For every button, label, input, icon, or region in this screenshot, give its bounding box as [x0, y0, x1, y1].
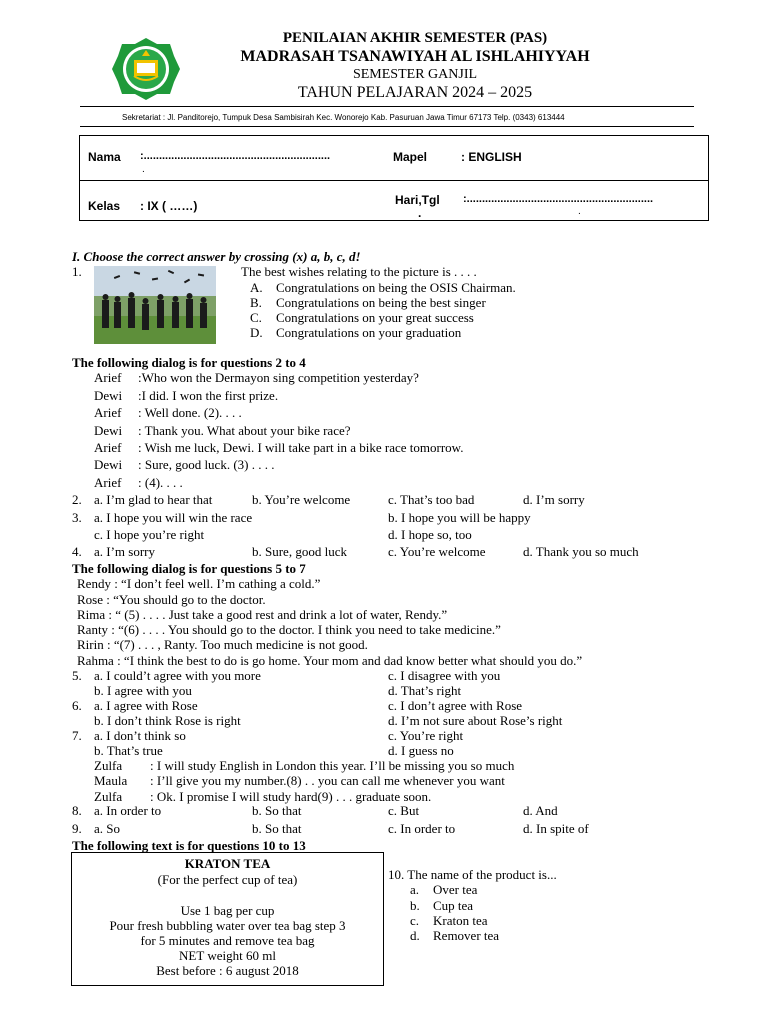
q3-number: 3. [72, 510, 82, 525]
q10-option-letter[interactable]: c. [410, 913, 420, 928]
q2-option-b[interactable]: b. You’re welcome [252, 492, 351, 507]
graduation-photo [94, 266, 216, 344]
q1-option-letter[interactable]: A. [250, 280, 263, 295]
q1-option-text: Congratulations on being the OSIS Chairman. [276, 280, 516, 295]
kraton-subtitle: (For the perfect cup of tea) [157, 872, 298, 887]
q10-option-text: Over tea [433, 882, 478, 897]
dialog2-line: Rima : “ (5) . . . . Just take a good rest and drink a lot of water, Rendy.” [77, 607, 448, 622]
q6-option-a[interactable]: a. I agree with Rose [94, 698, 198, 713]
dialog3-speaker: Maula [94, 773, 128, 788]
semester-label: SEMESTER GANJIL [352, 67, 478, 82]
q9-option-a[interactable]: a. So [94, 821, 120, 836]
q10-option-text: Remover tea [433, 928, 500, 943]
dialog3-line: : I will study English in London this year. I’ll be missing you so much [150, 758, 515, 773]
q4-option-b[interactable]: b. Sure, good luck [252, 544, 347, 559]
dialog1-line: : Wish me luck, Dewi. I will take part in a bike race tomorrow. [138, 440, 464, 455]
dialog1-title: The following dialog is for questions 2 to 4 [72, 355, 306, 370]
header-divider-top [80, 106, 694, 107]
q5-number: 5. [72, 668, 82, 683]
q1-option-letter[interactable]: B. [250, 295, 262, 310]
q3-option-a[interactable]: a. I hope you will win the race [94, 510, 253, 525]
q9-option-b[interactable]: b. So that [252, 821, 302, 836]
nama-field[interactable]: :............................................................. [140, 150, 331, 162]
kraton-line: Best before : 6 august 2018 [156, 963, 299, 978]
dialog1-line: :Who won the Dermayon sing competition yesterday? [138, 370, 419, 385]
nama-label: Nama [88, 150, 121, 164]
dialog2-line: Rahma : “I think the best to do is go home. Your mom and dad know better what should you do.” [77, 653, 583, 668]
q1-option-letter[interactable]: D. [250, 325, 263, 340]
text3-title: The following text is for questions 10 to 13 [72, 838, 306, 853]
q4-option-c[interactable]: c. You’re welcome [388, 544, 486, 559]
dialog2-line: Ranty : “(6) . . . . You should go to the doctor. I think you need to take medicine.” [77, 622, 501, 637]
dialog1-speaker: Arief [94, 370, 122, 385]
dialog1-speaker: Arief [94, 440, 122, 455]
q6-option-c[interactable]: c. I don’t agree with Rose [388, 698, 523, 713]
q1-number: 1. [72, 264, 82, 279]
q2-option-a[interactable]: a. I’m glad to hear that [94, 492, 213, 507]
q9-option-c[interactable]: c. In order to [388, 821, 456, 836]
hari-label: Hari,Tgl [395, 193, 440, 207]
kraton-title: KRATON TEA [184, 856, 271, 871]
q5-option-c[interactable]: c. I disagree with you [388, 668, 501, 683]
q7-option-a[interactable]: a. I don’t think so [94, 728, 186, 743]
q5-option-b[interactable]: b. I agree with you [94, 683, 192, 698]
q7-option-b[interactable]: b. That’s true [94, 743, 163, 758]
dialog1-line: : (4). . . . [138, 475, 183, 490]
dialog3-speaker: Zulfa [94, 789, 123, 804]
kraton-line: for 5 minutes and remove tea bag [140, 933, 315, 948]
dialog1-speaker: Dewi [94, 457, 123, 472]
q7-option-d[interactable]: d. I guess no [388, 743, 454, 758]
q8-option-c[interactable]: c. But [388, 803, 420, 818]
q8-number: 8. [72, 803, 82, 818]
school-logo [110, 36, 182, 102]
q7-option-c[interactable]: c. You’re right [388, 728, 464, 743]
dialog2-line: Ririn : “(7) . . . , Ranty. Too much medicine is not good. [77, 637, 368, 652]
dialog2-title: The following dialog is for questions 5 to 7 [72, 561, 306, 576]
q5-option-a[interactable]: a. I could’t agree with you more [94, 668, 261, 683]
dialog1-speaker: Arief [94, 475, 122, 490]
dialog2-line: Rose : “You should go to the doctor. [77, 592, 266, 607]
dialog3-line: : I’ll give you my number.(8) . . you can call me whenever you want [150, 773, 505, 788]
dialog1-speaker: Arief [94, 405, 122, 420]
dialog1-line: : Sure, good luck. (3) . . . . [138, 457, 275, 472]
dialog1-line: : Well done. (2). . . . [138, 405, 242, 420]
kraton-tea-label [71, 852, 384, 986]
kraton-line: NET weight 60 ml [179, 948, 276, 963]
mapel-value: : ENGLISH [461, 150, 522, 164]
hari-dot: . [418, 206, 422, 220]
q6-option-b[interactable]: b. I don’t think Rose is right [94, 713, 241, 728]
kraton-line: Pour fresh bubbling water over tea bag step 3 [109, 918, 346, 933]
q8-option-b[interactable]: b. So that [252, 803, 302, 818]
q10-option-text: Kraton tea [433, 913, 488, 928]
school-address: Sekretariat : Jl. Panditorejo, Tumpuk Desa Sambisirah Kec. Wonorejo Kab. Pasuruan Jawa Timur 67173 Telp. (0343) 613444 [122, 113, 565, 122]
dialog1-line: :I did. I won the first prize. [138, 388, 279, 403]
q2-option-d[interactable]: d. I’m sorry [523, 492, 585, 507]
kraton-line: Use 1 bag per cup [180, 903, 275, 918]
header-divider-bottom [80, 126, 694, 127]
q5-option-d[interactable]: d. That’s right [388, 683, 462, 698]
q4-number: 4. [72, 544, 82, 559]
kelas-label: Kelas [88, 199, 121, 213]
q3-option-c[interactable]: c. I hope you’re right [94, 527, 205, 542]
kelas-field[interactable]: : IX ( ……) [140, 199, 198, 213]
q4-option-d[interactable]: d. Thank you so much [523, 544, 639, 559]
exam-title: PENILAIAN AKHIR SEMESTER (PAS) [282, 30, 548, 46]
q2-number: 2. [72, 492, 82, 507]
q8-option-d[interactable]: d. And [523, 803, 558, 818]
nama-dot: . [142, 164, 145, 175]
q10-option-letter[interactable]: d. [410, 928, 420, 943]
q1-stem: The best wishes relating to the picture is . . . . [241, 264, 477, 279]
dialog1-speaker: Dewi [94, 388, 123, 403]
q9-option-d[interactable]: d. In spite of [523, 821, 589, 836]
q10-option-letter[interactable]: b. [410, 898, 420, 913]
q3-option-d[interactable]: d. I hope so, too [388, 527, 472, 542]
q6-option-d[interactable]: d. I’m not sure about Rose’s right [388, 713, 563, 728]
q2-option-c[interactable]: c. That’s too bad [388, 492, 475, 507]
academic-year: TAHUN PELAJARAN 2024 – 2025 [297, 84, 533, 101]
q9-number: 9. [72, 821, 82, 836]
dialog3-speaker: Zulfa [94, 758, 123, 773]
mapel-label: Mapel [393, 150, 428, 164]
q7-number: 7. [72, 728, 82, 743]
q8-option-a[interactable]: a. In order to [94, 803, 162, 818]
q1-option-text: Congratulations on your great success [276, 310, 474, 325]
hari-end-dot: . [578, 206, 581, 217]
q10-stem: 10. The name of the product is... [388, 867, 557, 882]
dialog3-line: : Ok. I promise I will study hard(9) . . . graduate soon. [150, 789, 432, 804]
dialog1-line: : Thank you. What about your bike race? [138, 423, 351, 438]
q3-option-b[interactable]: b. I hope you will be happy [388, 510, 531, 525]
q10-option-text: Cup tea [433, 898, 474, 913]
q1-option-text: Congratulations on your graduation [276, 325, 462, 340]
q1-option-letter[interactable]: C. [250, 310, 262, 325]
q10-option-letter[interactable]: a. [410, 882, 420, 897]
q1-option-text: Congratulations on being the best singer [276, 295, 486, 310]
q6-number: 6. [72, 698, 82, 713]
school-name: MADRASAH TSANAWIYAH AL ISHLAHIYYAH [240, 48, 590, 65]
hari-field[interactable]: :............................................................. [463, 193, 654, 205]
dialog1-speaker: Dewi [94, 423, 123, 438]
dialog2-line: Rendy : “I don’t feel well. I’m cathing a cold.” [77, 576, 321, 591]
section-instruction: I. Choose the correct answer by crossing (x) a, b, c, d! [72, 249, 361, 264]
q4-option-a[interactable]: a. I’m sorry [94, 544, 156, 559]
